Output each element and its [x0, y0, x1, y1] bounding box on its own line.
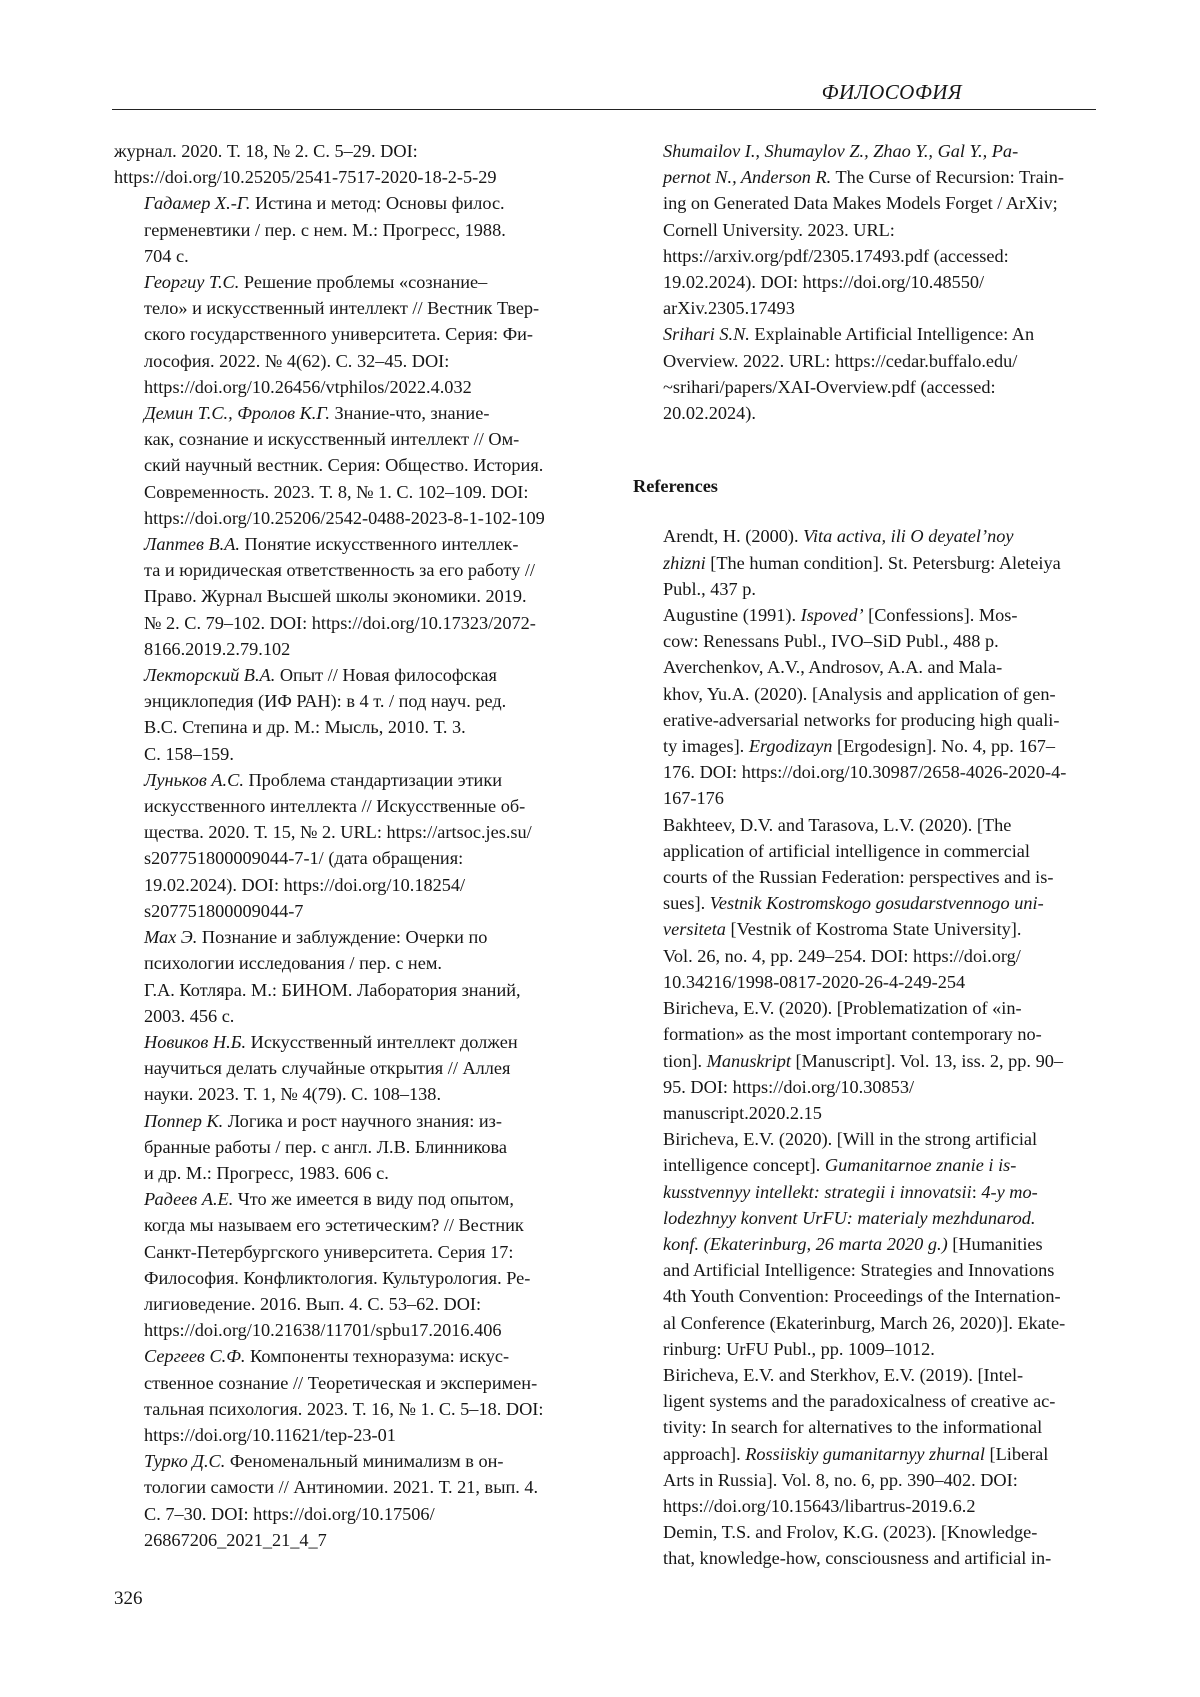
- references-heading: References: [633, 476, 718, 497]
- left-column-references: [114, 138, 580, 1553]
- reference-line: s207751800009044-7-1/ (дата обращения:: [144, 848, 464, 869]
- reference-line: щества. 2020. Т. 15, № 2. URL: https://artsoc.jes.su/: [144, 822, 532, 843]
- right-column-top-references: [633, 138, 1098, 426]
- reference-line: intelligence concept]. Gumanitarnoe znanie i is-: [663, 1155, 1017, 1176]
- reference-entry: [633, 995, 1098, 1126]
- reference-entry: [114, 1108, 580, 1187]
- reference-line: С. 158–159.: [144, 743, 234, 764]
- reference-line: arXiv.2305.17493: [663, 298, 795, 319]
- reference-line: https://arxiv.org/pdf/2305.17493.pdf (accessed:: [663, 245, 1009, 266]
- reference-line: 167-176: [663, 788, 724, 809]
- reference-entry: [114, 924, 580, 1029]
- reference-line: rinburg: UrFU Publ., pp. 1009–1012.: [663, 1338, 935, 1359]
- reference-line: Demin, T.S. and Frolov, K.G. (2023). [Knowledge-: [663, 1522, 1038, 1543]
- reference-line: та и юридическая ответственность за его работу //: [144, 560, 535, 581]
- reference-line: герменевтики / пер. с нем. М.: Прогресс, 1988.: [144, 219, 506, 240]
- reference-author: Георгиу Т.С.: [144, 272, 240, 293]
- english-references-list: [633, 523, 1098, 1571]
- reference-author: Демин Т.С., Фролов К.Г.: [144, 403, 330, 424]
- reference-line: Biricheva, E.V. and Sterkhov, E.V. (2019). [Intel-: [663, 1364, 1024, 1385]
- reference-line: https://doi.org/10.26456/vtphilos/2022.4.032: [144, 376, 472, 397]
- reference-line: С. 7–30. DOI: https://doi.org/10.17506/: [144, 1503, 435, 1524]
- reference-line: Новиков Н.Б. Искусственный интеллект должен: [144, 1031, 518, 1052]
- reference-entry: [633, 321, 1098, 426]
- reference-line: application of artificial intelligence in commercial: [663, 840, 1030, 861]
- reference-line: pernot N., Anderson R. The Curse of Recursion: Train-: [663, 167, 1064, 188]
- reference-line: и др. М.: Прогресс, 1983. 606 с.: [144, 1162, 389, 1183]
- reference-line: Поппер К. Логика и рост научного знания: из-: [144, 1110, 502, 1131]
- reference-line: Лаптев В.А. Понятие искусственного интеллек-: [144, 534, 519, 555]
- reference-author: Луньков А.С.: [144, 769, 244, 790]
- reference-line: Augustine (1991). Ispoved’ [Confessions]. Mos-: [663, 605, 1018, 626]
- reference-author: Радеев А.Е.: [144, 1189, 234, 1210]
- reference-line: ty images]. Ergodizayn [Ergodesign]. No. 4, pp. 167–: [663, 736, 1056, 757]
- reference-line: Biricheva, E.V. (2020). [Will in the strong artificial: [663, 1129, 1038, 1150]
- reference-entry: [114, 190, 580, 269]
- reference-line: 704 с.: [144, 245, 189, 266]
- reference-line: Arendt, H. (2000). Vita activa, ili O deyatel’noy: [663, 526, 1014, 547]
- reference-entry: [114, 1343, 580, 1448]
- reference-entry: [114, 1029, 580, 1108]
- reference-line: zhizni [The human condition]. St. Petersburg: Aleteiya: [663, 552, 1061, 573]
- reference-line: ing on Generated Data Makes Models Forget / ArXiv;: [663, 193, 1058, 214]
- reference-line: formation» as the most important contemporary no-: [663, 1024, 1042, 1045]
- reference-line: Георгиу Т.С. Решение проблемы «сознание–: [144, 272, 488, 293]
- reference-line: https://doi.org/10.21638/11701/spbu17.2016.406: [144, 1320, 502, 1341]
- reference-line: 19.02.2024). DOI: https://doi.org/10.48550/: [663, 272, 985, 293]
- reference-entry: [633, 812, 1098, 995]
- reference-entry: [114, 662, 580, 767]
- reference-line: 4th Youth Convention: Proceedings of the Internation-: [663, 1286, 1061, 1307]
- reference-line: 2003. 456 с.: [144, 1005, 235, 1026]
- reference-line: как, сознание и искусственный интеллект // Ом-: [144, 429, 520, 450]
- reference-line: Сергеев С.Ф. Компоненты техноразума: искус-: [144, 1346, 510, 1367]
- reference-line: erative-adversarial networks for producing high quali-: [663, 709, 1060, 730]
- reference-author: Лекторский В.А.: [144, 665, 276, 686]
- reference-line: лигиоведение. 2016. Вып. 4. С. 53–62. DOI:: [144, 1293, 482, 1314]
- reference-entry: [114, 138, 580, 190]
- reference-author: Лаптев В.А.: [144, 534, 240, 555]
- reference-entry: [633, 1362, 1098, 1519]
- reference-entry: [633, 523, 1098, 602]
- reference-line: 8166.2019.2.79.102: [144, 638, 291, 659]
- reference-line: Луньков А.С. Проблема стандартизации этики: [144, 769, 503, 790]
- reference-line: cow: Renessans Publ., IVO–SiD Publ., 488 p.: [663, 631, 999, 652]
- reference-author: Мах Э.: [144, 927, 198, 948]
- reference-author: Турко Д.С.: [144, 1451, 226, 1472]
- reference-line: тело» и искусственный интеллект // Вестник Твер-: [144, 298, 540, 319]
- reference-line: tion]. Manuskript [Manuscript]. Vol. 13, iss. 2, pp. 90–: [663, 1050, 1063, 1071]
- reference-line: kusstvennyy intellekt: strategii i innovatsii: 4-y mo-: [663, 1181, 1038, 1202]
- reference-line: https://doi.org/10.25205/2541-7517-2020-18-2-5-29: [114, 167, 497, 188]
- reference-line: Overview. 2022. URL: https://cedar.buffalo.edu/: [663, 350, 1018, 371]
- reference-line: Shumailov I., Shumaylov Z., Zhao Y., Gal Y., Pa-: [663, 141, 1019, 161]
- reference-line: Радеев А.Е. Что же имеется в виду под опытом,: [144, 1189, 514, 1210]
- reference-line: lodezhnyy konvent UrFU: materialy mezhdunarod.: [663, 1207, 1036, 1228]
- reference-line: тальная психология. 2023. Т. 16, № 1. С. 5–18. DOI:: [144, 1398, 544, 1419]
- reference-line: науки. 2023. Т. 1, № 4(79). С. 108–138.: [144, 1084, 442, 1105]
- reference-line: Право. Журнал Высшей школы экономики. 2019.: [144, 586, 527, 607]
- reference-line: and Artificial Intelligence: Strategies and Innovations: [663, 1260, 1055, 1281]
- reference-line: courts of the Russian Federation: perspectives and is-: [663, 867, 1054, 888]
- reference-line: Arts in Russia]. Vol. 8, no. 6, pp. 390–402. DOI:: [663, 1469, 1018, 1490]
- reference-line: Biricheva, E.V. (2020). [Problematization of «in-: [663, 998, 1022, 1019]
- reference-line: approach]. Rossiiskiy gumanitarnyy zhurnal [Liberal: [663, 1443, 1049, 1464]
- reference-line: https://doi.org/10.15643/libartrus-2019.6.2: [663, 1495, 976, 1516]
- reference-author: Сергеев С.Ф.: [144, 1346, 246, 1367]
- reference-line: tivity: In search for alternatives to the informational: [663, 1417, 1043, 1438]
- reference-line: 20.02.2024).: [663, 403, 756, 424]
- reference-entry: [114, 400, 580, 531]
- reference-line: энциклопедия (ИФ РАН): в 4 т. / под науч. ред.: [144, 691, 507, 712]
- reference-line: al Conference (Ekaterinburg, March 26, 2020)]. Ekate-: [663, 1312, 1066, 1333]
- reference-line: Мах Э. Познание и заблуждение: Очерки по: [144, 927, 488, 948]
- reference-line: manuscript.2020.2.15: [663, 1102, 822, 1123]
- reference-line: Srihari S.N. Explainable Artificial Intelligence: An: [663, 324, 1035, 345]
- reference-line: Санкт-Петербургского университета. Серия 17:: [144, 1241, 514, 1262]
- reference-line: Publ., 437 p.: [663, 578, 756, 599]
- reference-line: versiteta [Vestnik of Kostroma State University].: [663, 919, 1022, 940]
- reference-line: sues]. Vestnik Kostromskogo gosudarstvennogo uni-: [663, 893, 1044, 914]
- reference-author: Поппер К.: [144, 1110, 224, 1131]
- reference-line: konf. (Ekaterinburg, 26 marta 2020 g.) [Humanities: [663, 1233, 1043, 1254]
- right-column: [633, 138, 1098, 1572]
- reference-line: 26867206_2021_21_4_7: [144, 1529, 327, 1550]
- reference-line: ~srihari/papers/XAI-Overview.pdf (accessed:: [663, 376, 996, 397]
- reference-author: Новиков Н.Б.: [144, 1031, 247, 1052]
- reference-line: Cornell University. 2023. URL:: [663, 219, 895, 240]
- reference-line: ственное сознание // Теоретическая и эксперимен-: [144, 1372, 538, 1393]
- reference-line: тологии самости // Антиномии. 2021. Т. 21, вып. 4.: [144, 1477, 539, 1498]
- reference-line: когда мы называем его эстетическим? // Вестник: [144, 1215, 524, 1236]
- reference-entry: [633, 602, 1098, 654]
- reference-line: журнал. 2020. Т. 18, № 2. С. 5–29. DOI:: [114, 141, 418, 161]
- reference-line: № 2. С. 79–102. DOI: https://doi.org/10.17323/2072-: [144, 612, 536, 633]
- reference-line: Vol. 26, no. 4, pp. 249–254. DOI: https://doi.org/: [663, 945, 1021, 966]
- reference-line: бранные работы / пер. с англ. Л.В. Блинникова: [144, 1136, 508, 1157]
- reference-line: Демин Т.С., Фролов К.Г. Знание-что, знание-: [144, 403, 490, 424]
- reference-entry: [114, 269, 580, 400]
- reference-line: ский научный вестник. Серия: Общество. История.: [144, 455, 544, 476]
- reference-line: 95. DOI: https://doi.org/10.30853/: [663, 1076, 915, 1097]
- reference-author: Гадамер Х.-Г.: [144, 193, 251, 214]
- header-rule: [112, 109, 1096, 110]
- reference-line: Турко Д.С. Феноменальный минимализм в он-: [144, 1451, 504, 1472]
- reference-entry: [114, 1186, 580, 1343]
- running-title: ФИЛОСОФИЯ: [821, 80, 962, 104]
- reference-line: Лекторский В.А. Опыт // Новая философская: [144, 665, 497, 686]
- reference-entry: [114, 767, 580, 924]
- reference-line: научиться делать случайные открытия // Аллея: [144, 1058, 511, 1079]
- reference-line: khov, Yu.A. (2020). [Analysis and application of gen-: [663, 683, 1056, 704]
- reference-line: искусственного интеллекта // Искусственные об-: [144, 796, 526, 817]
- reference-line: 176. DOI: https://doi.org/10.30987/2658-4026-2020-4-: [663, 762, 1067, 783]
- reference-line: лософия. 2022. № 4(62). С. 32–45. DOI:: [144, 350, 450, 371]
- page-number: 326: [114, 1588, 143, 1609]
- reference-entry: [633, 1519, 1098, 1571]
- reference-line: ского государственного университета. Серия: Фи-: [144, 324, 534, 345]
- reference-line: https://doi.org/10.11621/tep-23-01: [144, 1424, 396, 1445]
- reference-line: ligent systems and the paradoxicalness of creative ac-: [663, 1391, 1056, 1412]
- reference-line: https://doi.org/10.25206/2542-0488-2023-8-1-102-109: [144, 507, 545, 528]
- reference-entry: [114, 531, 580, 662]
- reference-line: Г.А. Котляра. М.: БИНОМ. Лаборатория знаний,: [144, 979, 521, 1000]
- reference-entry: [114, 1448, 580, 1553]
- reference-line: Гадамер Х.-Г. Истина и метод: Основы филос.: [144, 193, 505, 214]
- reference-line: s207751800009044-7: [144, 900, 304, 921]
- reference-line: В.С. Степина и др. М.: Мысль, 2010. Т. 3.: [144, 717, 466, 738]
- reference-line: Averchenkov, A.V., Androsov, A.A. and Mala-: [663, 657, 1003, 678]
- reference-entry: [633, 1126, 1098, 1362]
- reference-line: Философия. Конфликтология. Культурология. Ре-: [144, 1267, 531, 1288]
- reference-line: that, knowledge-how, consciousness and artificial in-: [663, 1548, 1052, 1569]
- reference-line: 19.02.2024). DOI: https://doi.org/10.18254/: [144, 874, 466, 895]
- reference-entry: [633, 138, 1098, 321]
- reference-line: психологии исследования / пер. с нем.: [144, 953, 442, 974]
- reference-line: Современность. 2023. Т. 8, № 1. С. 102–109. DOI:: [144, 481, 529, 502]
- reference-line: Bakhteev, D.V. and Tarasova, L.V. (2020). [The: [663, 814, 1012, 835]
- reference-entry: [633, 654, 1098, 811]
- reference-line: 10.34216/1998-0817-2020-26-4-249-254: [663, 971, 966, 992]
